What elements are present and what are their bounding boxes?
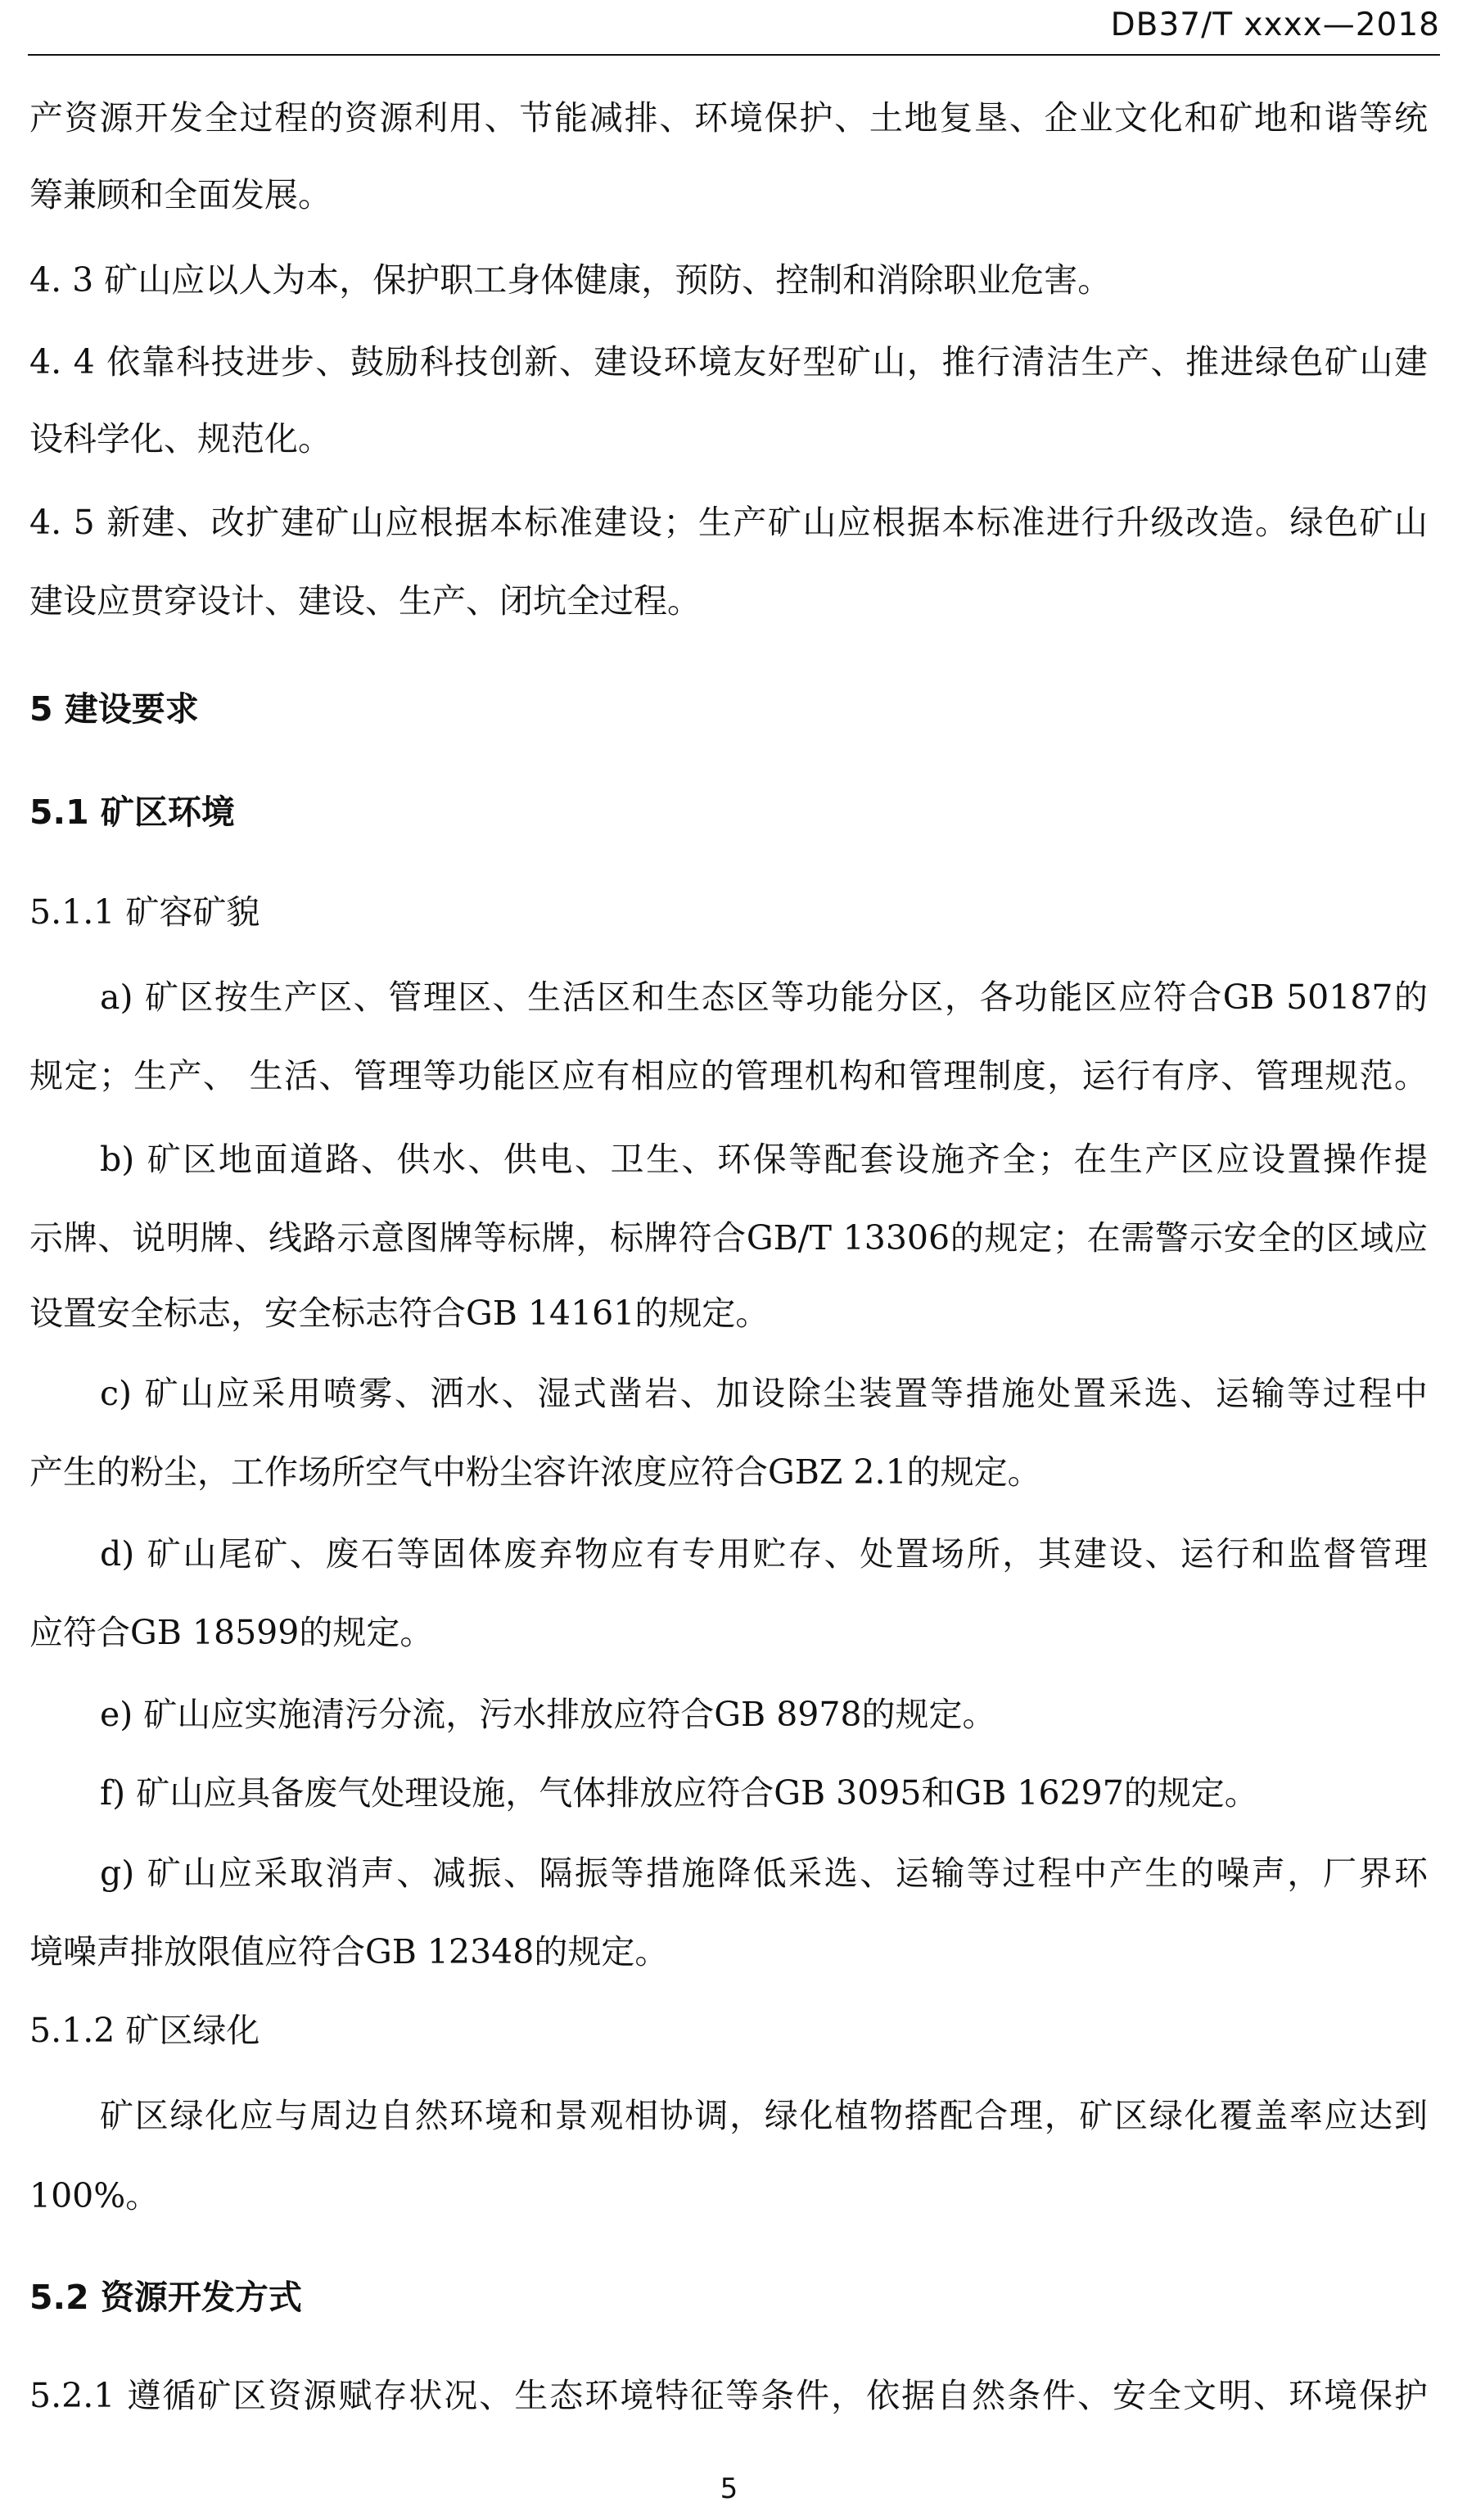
page-number: 5 bbox=[720, 2473, 738, 2505]
clause-4-5: 4. 5 新建、改扩建矿山应根据本标准建设；生产矿山应根据本标准进行升级改造。绿色矿山 bbox=[29, 503, 1428, 542]
list-item-b: b) 矿区地面道路、供水、供电、卫生、环保等配套设施齐全；在生产区应设置操作提 bbox=[100, 1140, 1428, 1179]
paragraph-line: 产资源开发全过程的资源利用、节能减排、环境保护、土地复垦、企业文化和矿地和谐等统 bbox=[29, 98, 1428, 138]
subsection-heading-5-1-1: 5.1.1 矿容矿貌 bbox=[29, 892, 260, 932]
list-item-f: f) 矿山应具备废气处理设施，气体排放应符合GB 3095和GB 16297的规定。 bbox=[100, 1773, 1258, 1813]
standard-code: DB37/T xxxx—2018 bbox=[1110, 7, 1440, 43]
paragraph-line: 应符合GB 18599的规定。 bbox=[29, 1613, 434, 1652]
paragraph-line: 境噪声排放限值应符合GB 12348的规定。 bbox=[29, 1932, 669, 1971]
paragraph-line: 规定；生产、 生活、管理等功能区应有相应的管理机构和管理制度，运行有序、管理规范。 bbox=[29, 1056, 1428, 1095]
clause-5-2-1: 5.2.1 遵循矿区资源赋存状况、生态环境特征等条件，依据自然条件、安全文明、环境保护 bbox=[29, 2376, 1428, 2415]
clause-4-3: 4. 3 矿山应以人为本，保护职工身体健康，预防、控制和消除职业危害。 bbox=[29, 260, 1112, 300]
paragraph-line: 设置安全标志，安全标志符合GB 14161的规定。 bbox=[29, 1294, 770, 1333]
clause-4-4: 4. 4 依靠科技进步、鼓励科技创新、建设环境友好型矿山，推行清洁生产、推进绿色矿山建 bbox=[29, 342, 1428, 382]
list-item-g: g) 矿山应采取消声、减振、隔振等措施降低采选、运输等过程中产生的噪声，厂界环 bbox=[100, 1854, 1428, 1893]
list-item-d: d) 矿山尾矿、废石等固体废弃物应有专用贮存、处置场所，其建设、运行和监督管理 bbox=[100, 1534, 1428, 1574]
header-rule bbox=[28, 54, 1440, 56]
paragraph-line: 筹兼顾和全面发展。 bbox=[29, 175, 332, 215]
paragraph-line: 示牌、说明牌、线路示意图牌等标牌，标牌符合GB/T 13306的规定；在需警示安全的区域应 bbox=[29, 1218, 1428, 1258]
list-item-c: c) 矿山应采用喷雾、洒水、湿式凿岩、加设除尘装置等措施处置采选、运输等过程中 bbox=[100, 1374, 1428, 1413]
section-heading-5-2: 5.2 资源开发方式 bbox=[29, 2278, 302, 2317]
list-item-a: a) 矿区按生产区、管理区、生活区和生态区等功能分区，各功能区应符合GB 50187的 bbox=[100, 978, 1428, 1017]
section-heading-5: 5 建设要求 bbox=[29, 689, 199, 729]
paragraph-line: 矿区绿化应与周边自然环境和景观相协调，绿化植物搭配合理，矿区绿化覆盖率应达到 bbox=[100, 2096, 1428, 2135]
list-item-e: e) 矿山应实施清污分流，污水排放应符合GB 8978的规定。 bbox=[100, 1695, 996, 1734]
subsection-heading-5-1-2: 5.1.2 矿区绿化 bbox=[29, 2011, 260, 2050]
paragraph-line: 设科学化、规范化。 bbox=[29, 419, 332, 458]
paragraph-line: 产生的粉尘，工作场所空气中粉尘容许浓度应符合GBZ 2.1的规定。 bbox=[29, 1452, 1041, 1492]
paragraph-line: 建设应贯穿设计、建设、生产、闭坑全过程。 bbox=[29, 581, 701, 621]
section-heading-5-1: 5.1 矿区环境 bbox=[29, 793, 235, 832]
paragraph-line: 100%。 bbox=[29, 2176, 160, 2215]
